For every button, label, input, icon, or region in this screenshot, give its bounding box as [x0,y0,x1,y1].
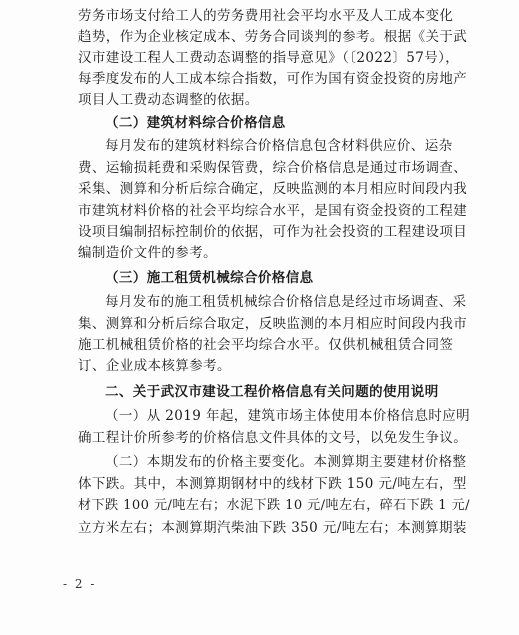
section-heading: （二）建筑材料综合价格信息 [105,115,286,131]
section-heading: （三）施工租赁机械综合价格信息 [105,270,314,286]
paragraph-line: 集、测算和分析后综合取定，反映监测的本月相应时间段内我市 [78,316,468,332]
paragraph-line: 订、企业成本核算参考。 [78,358,231,374]
paragraph-line: 每月发布的建筑材料综合价格信息包含材料供应价、运杂 [105,138,453,154]
paragraph-line: 材下跌 100 元/吨左右；水泥下跌 10 元/吨左右，碎石下跌 1 元/ [78,498,470,513]
paragraph-line: 每月发布的施工租赁机械综合价格信息是经过市场调查、采 [105,294,467,310]
paragraph-line: 编制造价文件的参考。 [78,245,217,261]
paragraph-line: （二）本期发布的价格主要变化。本测算期主要建材价格整 [105,454,467,470]
paragraph-line: 项目人工费动态调整的依据。 [78,92,259,108]
paragraph-line: 每季度发布的人工成本综合指数，可作为国有资金投资的房地产 [78,71,468,87]
paragraph-line: 劳务市场支付给工人的劳务费用社会平均水平及人工成本变化 [78,8,454,24]
paragraph-line: 采集、测算和分析后综合确定，反映监测的本月相应时间段内我 [78,181,468,197]
paragraph-line: 施工机械租赁价格的社会平均综合水平。仅供机械租赁合同签 [78,337,454,353]
paragraph-line: 设项目编制招标控制价的依据，可作为社会投资的工程建设项目 [78,224,468,240]
section-heading: 二、关于武汉市建设工程价格信息有关问题的使用说明 [105,384,439,400]
page-number: - 2 - [63,577,97,591]
paragraph-line: 确工程计价所参考的价格信息文件具体的文号，以免发生争议。 [78,430,468,446]
paragraph-line: 市建筑材料价格的社会平均综合水平，是国有资金投资的工程建 [78,203,468,219]
paragraph-line: 费、运输损耗费和采购保管费，综合价格信息是通过市场调查、 [78,160,468,176]
paragraph-line: 体下跌。其中，本测算期钢材中的线材下跌 150 元/吨左右，型 [78,476,467,492]
paragraph-line: 立方米左右；本测算期汽柴油下跌 350 元/吨左右；本测算期装 [78,520,467,536]
paragraph-line: （一）从 2019 年起，建筑市场主体使用本价格信息时应明 [105,408,471,424]
paragraph-line: 汉市建设工程人工费动态调整的指导意见》（〔2022〕57号）， [78,50,460,66]
paragraph-line: 趋势，作为企业核定成本、劳务合同谈判的参考。根据《关于武 [78,29,468,45]
